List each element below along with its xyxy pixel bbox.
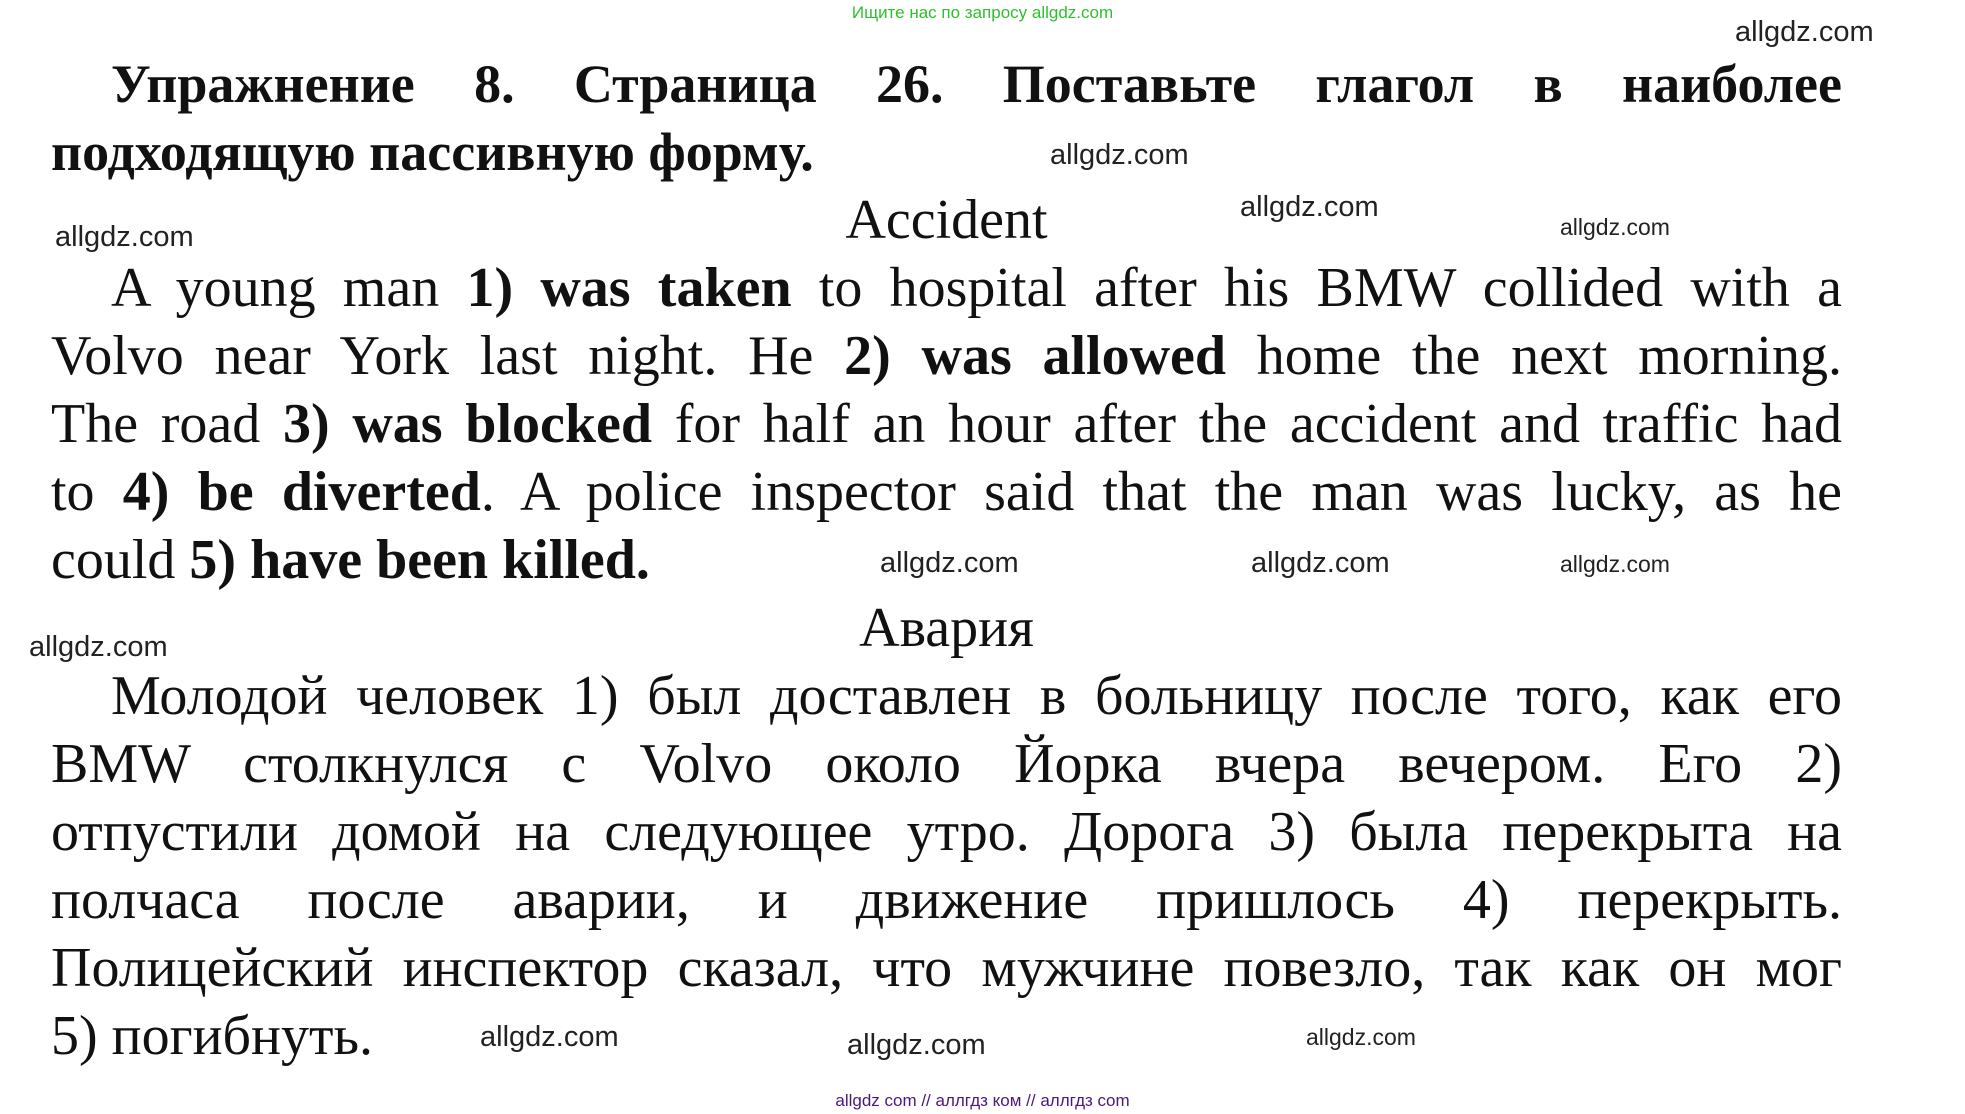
- text-line: Полицейский инспектор сказал, что мужчине повезло, так как он мог: [51, 937, 1842, 999]
- answer-2: 2) was allowed: [844, 325, 1227, 387]
- text-line: 5) погибнуть.: [51, 1005, 374, 1067]
- text-line: полчаса после аварии, и движение пришлось 4) перекрыть.: [51, 869, 1842, 931]
- heading-line: Упражнение 8. Страница 26. Поставьте глагол в наиболее: [111, 54, 1842, 114]
- watermark: allgdz.com: [1560, 551, 1670, 577]
- answer-5: 5) have been killed.: [189, 529, 650, 591]
- heading-line: подходящую пассивную форму.: [51, 122, 814, 182]
- answer-3: 3) was blocked: [283, 393, 653, 455]
- russian-text: [51, 594, 1842, 1070]
- top-search-note: Ищите нас по запросу allgdz.com: [851, 3, 1114, 22]
- text-line: to 4) be diverted. A police inspector said that the man was lucky, as he: [51, 461, 1842, 523]
- text-line: BMW столкнулся с Volvo около Йорка вчера вечером. Его 2): [51, 733, 1842, 795]
- answer-1: 1) was taken: [466, 257, 792, 319]
- russian-title: Авария: [859, 597, 1034, 659]
- english-text: [51, 186, 1842, 594]
- text-line: Volvo near York last night. He 2) was allowed home the next morning.: [51, 325, 1842, 387]
- watermark: allgdz.com: [1251, 547, 1390, 579]
- exercise-heading: [51, 50, 1842, 186]
- watermark: allgdz.com: [55, 221, 194, 253]
- text-line: отпустили домой на следующее утро. Дорога 3) была перекрыта на: [51, 801, 1842, 863]
- text-line: A young man 1) was taken to hospital after his BMW collided with a: [111, 257, 1843, 319]
- answer-4: 4) be diverted: [122, 461, 481, 523]
- watermark: allgdz.com: [1560, 214, 1670, 240]
- watermark: allgdz.com: [480, 1021, 619, 1053]
- watermark: allgdz.com: [880, 547, 1019, 579]
- bottom-site-note: allgdz com // аллгдз ком // аллгдз com: [835, 1091, 1130, 1110]
- text-line: Молодой человек 1) был доставлен в больницу после того, как его: [111, 665, 1842, 727]
- english-title: Accident: [845, 189, 1048, 251]
- watermark: allgdz.com: [29, 631, 168, 663]
- watermark: allgdz.com: [1240, 191, 1379, 223]
- watermark: allgdz.com: [1735, 16, 1874, 48]
- text-line: could 5) have been killed.: [51, 529, 650, 591]
- watermark: allgdz.com: [1050, 139, 1189, 171]
- watermark: allgdz.com: [847, 1029, 986, 1061]
- watermark: allgdz.com: [1306, 1024, 1416, 1050]
- text-line: The road 3) was blocked for half an hour after the accident and traffic had: [51, 393, 1842, 455]
